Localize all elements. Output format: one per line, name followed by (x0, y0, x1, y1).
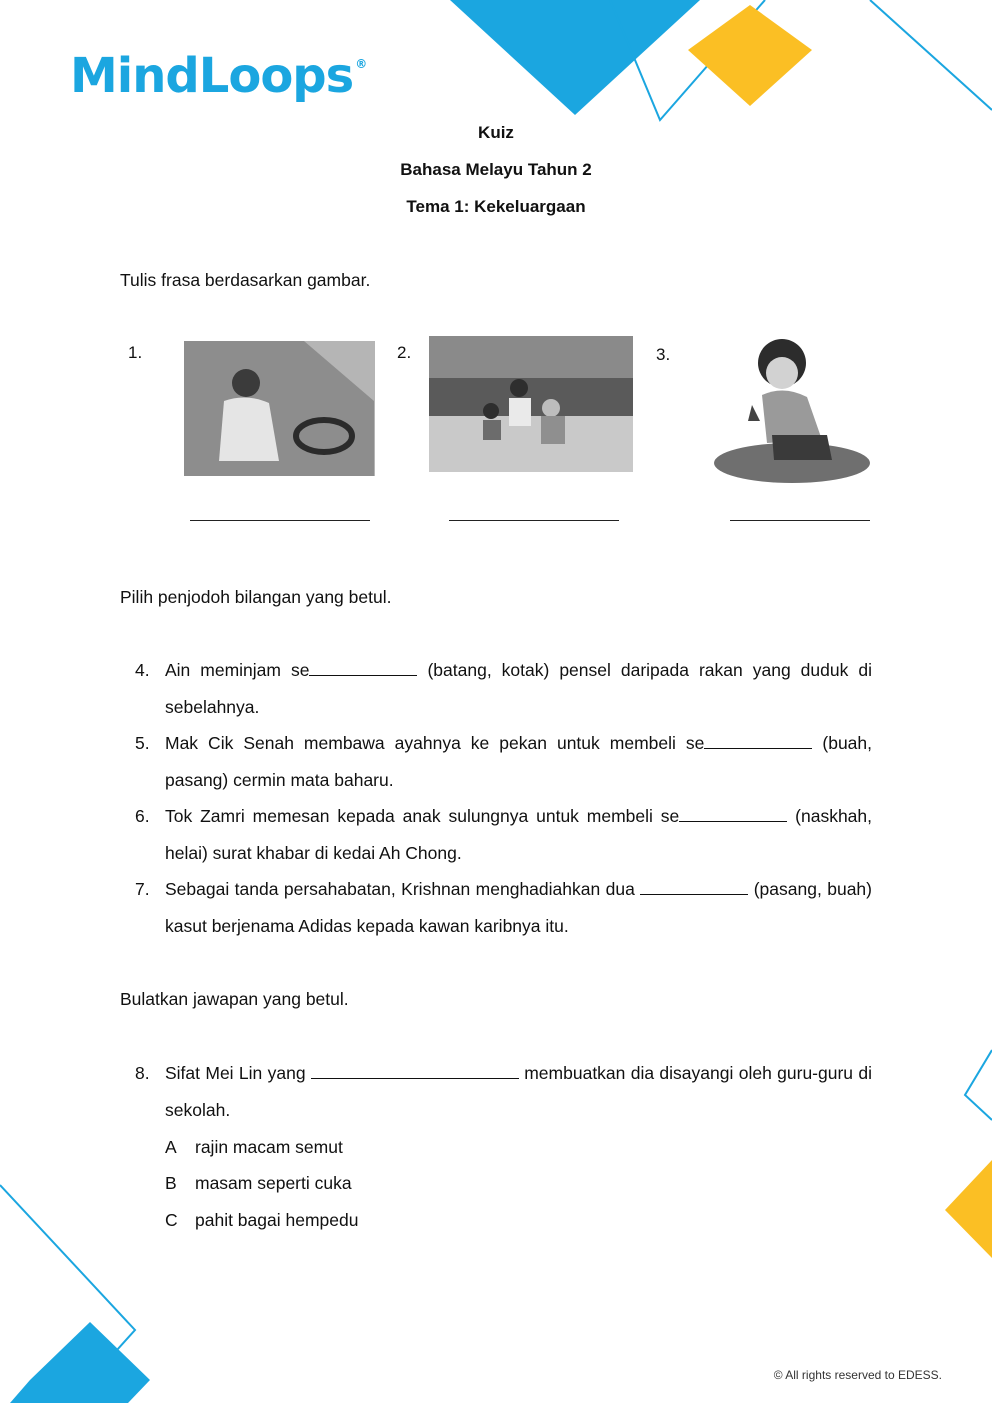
answer-line-2[interactable] (449, 520, 619, 521)
question-8: 8. Sifat Mei Lin yang membuatkan dia disayangi oleh guru-guru di sekolah. (135, 1055, 872, 1128)
question-number: 5. (135, 733, 150, 753)
question-5: 5. Mak Cik Senah membawa ayahnya ke pekan untuk membeli se (buah, pasang) cermin mata baharu. (135, 725, 872, 798)
instruction-choose-classifier: Pilih penjodoh bilangan yang betul. (120, 587, 392, 607)
question-number: 7. (135, 879, 150, 899)
picture-family-at-beach (429, 336, 633, 472)
picture-number-3: 3. (656, 345, 671, 364)
brand-logo: MindLoops ® (70, 48, 367, 104)
quiz-title: Kuiz (478, 123, 514, 142)
option-b[interactable]: B masam seperti cuka (165, 1173, 352, 1193)
instruction-write-phrase: Tulis frasa berdasarkan gambar. (120, 270, 371, 290)
answer-line-1[interactable] (190, 520, 370, 521)
answer-blank[interactable] (640, 880, 748, 895)
question-7: 7. Sebagai tanda persahabatan, Krishnan menghadiahkan dua (pasang, buah) kasut berjenama Adidas kepada kawan karibnya itu. (135, 871, 872, 944)
picture-number-2: 2. (397, 343, 412, 362)
answer-blank[interactable] (309, 661, 417, 676)
picture-number-1: 1. (128, 343, 143, 362)
subject-title: Bahasa Melayu Tahun 2 (400, 160, 592, 179)
answer-blank[interactable] (311, 1064, 519, 1079)
question-6: 6. Tok Zamri memesan kepada anak sulungnya untuk membeli se (naskhah, helai) surat khabar di kedai Ah Chong. (135, 798, 872, 871)
question-4: 4. Ain meminjam se (batang, kotak) pensel daripada rakan yang duduk di sebelahnya. (135, 652, 872, 725)
answer-blank[interactable] (704, 734, 812, 749)
instruction-circle-answer: Bulatkan jawapan yang betul. (120, 989, 349, 1009)
copyright-footer: © All rights reserved to EDESS. (773, 1368, 942, 1382)
picture-man-driving-car (184, 341, 375, 476)
question-number: 4. (135, 660, 150, 680)
answer-blank[interactable] (679, 807, 787, 822)
theme-title: Tema 1: Kekeluargaan (406, 197, 586, 216)
option-c[interactable]: C pahit bagai hempedu (165, 1210, 359, 1230)
picture-boy-planting (712, 335, 872, 485)
answer-line-3[interactable] (730, 520, 870, 521)
option-a[interactable]: A rajin macam semut (165, 1137, 343, 1157)
question-number: 6. (135, 806, 150, 826)
question-number: 8. (135, 1063, 150, 1083)
